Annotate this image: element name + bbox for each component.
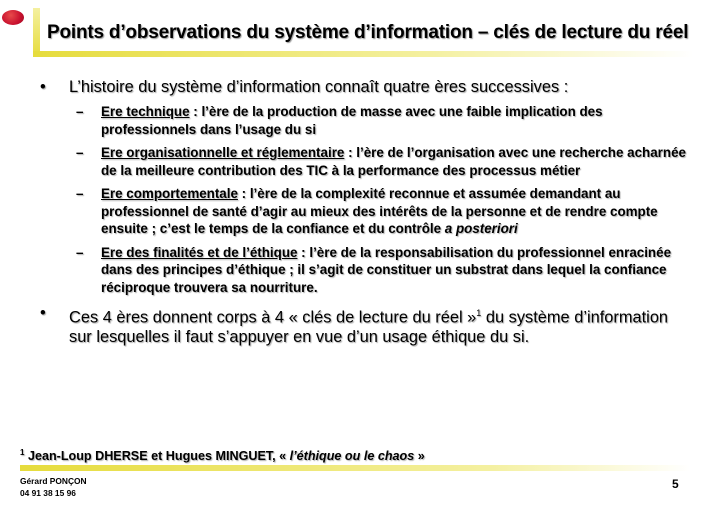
bullet-text-continued: du système d’information sur lesquelles il faut s’appuyer en vue d’un usage éthique du si. [69, 308, 669, 347]
title-accent-vertical [33, 8, 40, 56]
dash-marker: – [76, 244, 84, 260]
footer-accent-line [20, 465, 690, 471]
bullet-eras [32, 77, 687, 97]
footnote-number: 1 [20, 448, 25, 457]
bullet-keys [32, 303, 687, 347]
era-term: Ere organisationnelle et réglementaire [101, 145, 345, 160]
title-accent-horizontal [33, 51, 693, 57]
slide-title: Points d’observations du système d’information – clés de lecture du réel [47, 22, 689, 43]
footnote-close: » [414, 449, 425, 464]
era-term: Ere technique [101, 104, 190, 119]
bullet-marker: • [40, 78, 46, 96]
title-bar [33, 8, 693, 56]
sub-item-era-organisationnelle [76, 144, 687, 179]
dash-marker: – [76, 145, 84, 160]
era-description: : l’ère de la production de masse avec une faible implication des professionnels dans l’usage du si [101, 104, 603, 137]
era-description: : l’ère de la responsabilisation du professionnel enracinée dans des principes d’éthique ; il s’agit de constituer un substrat dans lequel la confiance réciproque trouvera sa nourriture. [101, 244, 672, 295]
author-block [20, 475, 87, 499]
bullet-text: L’histoire du système d’information connaît quatre ères successives : [69, 78, 569, 96]
logo-dot [2, 10, 24, 25]
page-number: 5 [672, 477, 679, 491]
slide-body [32, 77, 687, 347]
era-term: Ere des finalités et de l’éthique [101, 244, 298, 260]
footnote [20, 448, 425, 463]
footnote-book-title: l’éthique ou le chaos [289, 449, 415, 464]
author-phone: 04 91 38 15 96 [20, 488, 76, 498]
era-description: : l’ère de la complexité reconnue et assumée demandant au professionnel de santé d’agir au mieux des intérêts de la personne et de rendre compte ensuite ; c’est le temps de la confiance et du contrôle [101, 186, 658, 236]
sub-item-era-comportementale [76, 185, 687, 238]
dash-marker: – [76, 104, 84, 119]
sub-item-era-ethique [76, 244, 687, 297]
bullet-text: Ces 4 ères donnent corps à 4 « clés de lecture du réel » [69, 308, 477, 327]
era-description: : l’ère de l’organisation avec une recherche acharnée de la meilleure contribution des TIC à la performance des processus métier [101, 145, 686, 178]
sub-item-era-technique [76, 103, 687, 138]
dash-marker: – [76, 186, 84, 201]
author-name: Gérard PONÇON [20, 476, 87, 486]
era-term: Ere comportementale [101, 186, 238, 201]
era-emphasis: a posteriori [444, 221, 518, 236]
bullet-marker: • [40, 304, 46, 322]
footnote-ref: 1 [476, 308, 482, 318]
footnote-authors: Jean-Loup DHERSE et Hugues MINGUET, « [24, 449, 290, 464]
